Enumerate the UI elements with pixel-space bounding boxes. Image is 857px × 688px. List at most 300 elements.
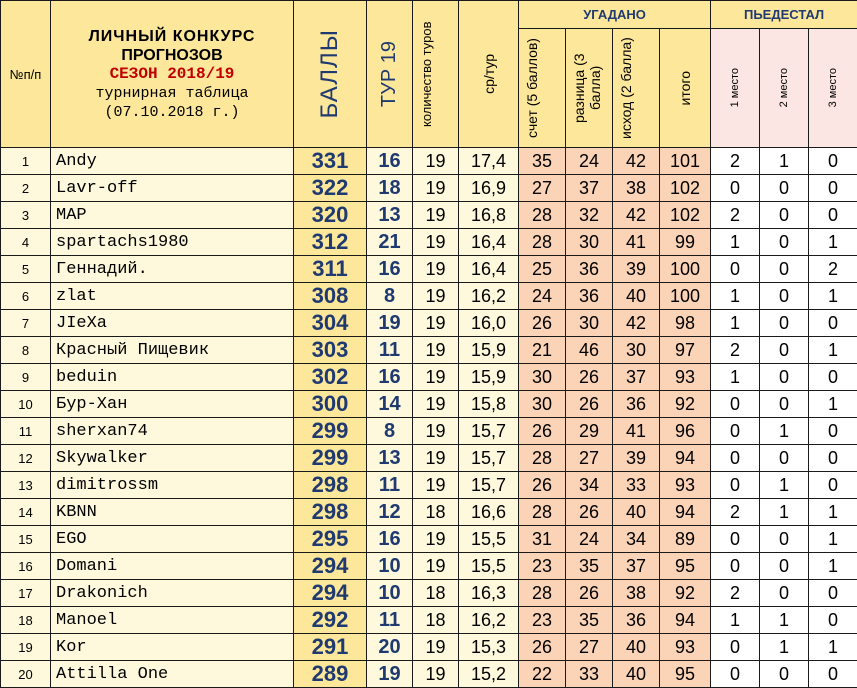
score-guessed-value: 26 xyxy=(519,310,566,337)
points-value: 289 xyxy=(294,661,367,688)
total-guessed-value: 93 xyxy=(660,472,711,499)
total-guessed-value: 102 xyxy=(660,202,711,229)
place1-value: 0 xyxy=(711,634,760,661)
points-value: 294 xyxy=(294,553,367,580)
score-guessed-value: 31 xyxy=(519,526,566,553)
tours-count-value: 19 xyxy=(413,472,459,499)
total-guessed-value: 89 xyxy=(660,526,711,553)
column-header-place3: 3 место xyxy=(809,29,857,148)
row-number: 14 xyxy=(1,499,51,526)
points-value: 311 xyxy=(294,256,367,283)
column-header-tour: ТУР 19 xyxy=(367,1,413,148)
avg-value: 15,9 xyxy=(459,364,519,391)
total-guessed-value: 96 xyxy=(660,418,711,445)
diff-guessed-value: 24 xyxy=(566,526,613,553)
points-value: 291 xyxy=(294,634,367,661)
participant-name: Domani xyxy=(51,553,294,580)
diff-guessed-value: 46 xyxy=(566,337,613,364)
tour-points-value: 18 xyxy=(367,175,413,202)
outcome-guessed-value: 38 xyxy=(613,580,660,607)
avg-value: 15,5 xyxy=(459,553,519,580)
participant-name: MAP xyxy=(51,202,294,229)
outcome-guessed-value: 41 xyxy=(613,418,660,445)
place1-value: 0 xyxy=(711,391,760,418)
tour-points-value: 13 xyxy=(367,202,413,229)
place1-value: 2 xyxy=(711,580,760,607)
row-number: 17 xyxy=(1,580,51,607)
points-value: 295 xyxy=(294,526,367,553)
tour-points-value: 16 xyxy=(367,256,413,283)
total-guessed-value: 94 xyxy=(660,607,711,634)
place1-value: 0 xyxy=(711,445,760,472)
column-group-guessed: УГАДАНО xyxy=(519,1,711,29)
place3-value: 0 xyxy=(809,607,857,634)
table-row xyxy=(1,499,857,526)
place2-value: 0 xyxy=(760,229,809,256)
column-header-points: БАЛЛЫ xyxy=(294,1,367,148)
tour-points-value: 8 xyxy=(367,283,413,310)
participant-name: EGO xyxy=(51,526,294,553)
avg-value: 16,6 xyxy=(459,499,519,526)
place1-value: 0 xyxy=(711,661,760,688)
avg-value: 16,9 xyxy=(459,175,519,202)
subtitle: турнирная таблица xyxy=(51,84,293,103)
points-value: 303 xyxy=(294,337,367,364)
place3-value: 1 xyxy=(809,283,857,310)
points-value: 302 xyxy=(294,364,367,391)
tour-points-value: 14 xyxy=(367,391,413,418)
place1-value: 2 xyxy=(711,337,760,364)
avg-value: 15,7 xyxy=(459,418,519,445)
diff-guessed-value: 36 xyxy=(566,283,613,310)
tours-count-value: 18 xyxy=(413,607,459,634)
place3-value: 1 xyxy=(809,499,857,526)
total-guessed-value: 100 xyxy=(660,256,711,283)
total-guessed-value: 93 xyxy=(660,364,711,391)
place2-value: 1 xyxy=(760,607,809,634)
place1-value: 2 xyxy=(711,499,760,526)
tour-points-value: 11 xyxy=(367,337,413,364)
column-header-diff: разница (3 балла) xyxy=(566,29,613,148)
place2-value: 0 xyxy=(760,580,809,607)
tour-points-value: 16 xyxy=(367,148,413,175)
outcome-guessed-value: 39 xyxy=(613,256,660,283)
place3-value: 1 xyxy=(809,526,857,553)
points-value: 304 xyxy=(294,310,367,337)
place2-value: 0 xyxy=(760,364,809,391)
outcome-guessed-value: 39 xyxy=(613,445,660,472)
place2-value: 0 xyxy=(760,256,809,283)
place1-value: 0 xyxy=(711,526,760,553)
row-number: 12 xyxy=(1,445,51,472)
score-guessed-value: 21 xyxy=(519,337,566,364)
place3-value: 0 xyxy=(809,364,857,391)
score-guessed-value: 26 xyxy=(519,418,566,445)
participant-name: Бур-Хан xyxy=(51,391,294,418)
score-guessed-value: 35 xyxy=(519,148,566,175)
avg-value: 16,0 xyxy=(459,310,519,337)
table-row xyxy=(1,175,857,202)
diff-guessed-value: 26 xyxy=(566,391,613,418)
place2-value: 0 xyxy=(760,175,809,202)
row-number: 6 xyxy=(1,283,51,310)
outcome-guessed-value: 41 xyxy=(613,229,660,256)
tours-count-value: 19 xyxy=(413,661,459,688)
outcome-guessed-value: 42 xyxy=(613,202,660,229)
participant-name: Drakonich xyxy=(51,580,294,607)
table-row xyxy=(1,364,857,391)
place3-value: 0 xyxy=(809,580,857,607)
row-number: 5 xyxy=(1,256,51,283)
table-row xyxy=(1,580,857,607)
place2-value: 1 xyxy=(760,148,809,175)
avg-value: 15,7 xyxy=(459,445,519,472)
outcome-guessed-value: 37 xyxy=(613,553,660,580)
diff-guessed-value: 29 xyxy=(566,418,613,445)
tours-count-value: 19 xyxy=(413,148,459,175)
tour-points-value: 11 xyxy=(367,607,413,634)
diff-guessed-value: 30 xyxy=(566,229,613,256)
table-row xyxy=(1,202,857,229)
participant-name: Lavr-off xyxy=(51,175,294,202)
date-label: (07.10.2018 г.) xyxy=(51,103,293,122)
points-value: 308 xyxy=(294,283,367,310)
points-value: 322 xyxy=(294,175,367,202)
row-number: 11 xyxy=(1,418,51,445)
total-guessed-value: 95 xyxy=(660,661,711,688)
place1-value: 2 xyxy=(711,202,760,229)
tours-count-value: 19 xyxy=(413,364,459,391)
points-value: 299 xyxy=(294,418,367,445)
outcome-guessed-value: 36 xyxy=(613,607,660,634)
place3-value: 0 xyxy=(809,472,857,499)
place3-value: 1 xyxy=(809,229,857,256)
table-row xyxy=(1,661,857,688)
tour-points-value: 16 xyxy=(367,364,413,391)
score-guessed-value: 25 xyxy=(519,256,566,283)
place3-value: 2 xyxy=(809,256,857,283)
avg-value: 16,2 xyxy=(459,607,519,634)
score-guessed-value: 28 xyxy=(519,499,566,526)
avg-value: 15,2 xyxy=(459,661,519,688)
tour-points-value: 10 xyxy=(367,580,413,607)
row-number: 3 xyxy=(1,202,51,229)
outcome-guessed-value: 40 xyxy=(613,283,660,310)
participant-name: zlat xyxy=(51,283,294,310)
points-value: 298 xyxy=(294,499,367,526)
place1-value: 1 xyxy=(711,607,760,634)
table-row xyxy=(1,526,857,553)
place2-value: 0 xyxy=(760,337,809,364)
total-guessed-value: 94 xyxy=(660,445,711,472)
row-number: 20 xyxy=(1,661,51,688)
score-guessed-value: 26 xyxy=(519,634,566,661)
place3-value: 0 xyxy=(809,418,857,445)
tours-count-value: 18 xyxy=(413,580,459,607)
row-number: 16 xyxy=(1,553,51,580)
score-guessed-value: 30 xyxy=(519,391,566,418)
place2-value: 0 xyxy=(760,283,809,310)
score-guessed-value: 23 xyxy=(519,607,566,634)
table-row xyxy=(1,229,857,256)
avg-value: 15,9 xyxy=(459,337,519,364)
score-guessed-value: 30 xyxy=(519,364,566,391)
tours-count-value: 19 xyxy=(413,256,459,283)
row-number: 15 xyxy=(1,526,51,553)
outcome-guessed-value: 40 xyxy=(613,661,660,688)
row-number: 4 xyxy=(1,229,51,256)
avg-value: 15,7 xyxy=(459,472,519,499)
tours-count-value: 19 xyxy=(413,418,459,445)
table-row xyxy=(1,148,857,175)
outcome-guessed-value: 38 xyxy=(613,175,660,202)
tours-count-value: 19 xyxy=(413,634,459,661)
participant-name: Manoel xyxy=(51,607,294,634)
outcome-guessed-value: 36 xyxy=(613,391,660,418)
place3-value: 1 xyxy=(809,391,857,418)
table-row xyxy=(1,445,857,472)
place2-value: 0 xyxy=(760,202,809,229)
title-line1: ЛИЧНЫЙ КОНКУРС xyxy=(51,27,293,46)
place2-value: 0 xyxy=(760,661,809,688)
tour-points-value: 10 xyxy=(367,553,413,580)
place3-value: 0 xyxy=(809,148,857,175)
column-header-avg: ср/тур xyxy=(459,1,519,148)
place1-value: 0 xyxy=(711,256,760,283)
outcome-guessed-value: 40 xyxy=(613,634,660,661)
diff-guessed-value: 26 xyxy=(566,364,613,391)
place1-value: 0 xyxy=(711,418,760,445)
place2-value: 1 xyxy=(760,472,809,499)
place3-value: 0 xyxy=(809,202,857,229)
outcome-guessed-value: 40 xyxy=(613,499,660,526)
tours-count-value: 19 xyxy=(413,526,459,553)
avg-value: 15,8 xyxy=(459,391,519,418)
diff-guessed-value: 36 xyxy=(566,256,613,283)
tour-points-value: 13 xyxy=(367,445,413,472)
participant-name: KBNN xyxy=(51,499,294,526)
season-label: СЕЗОН 2018/19 xyxy=(51,65,293,84)
outcome-guessed-value: 33 xyxy=(613,472,660,499)
row-number: 13 xyxy=(1,472,51,499)
column-header-total: итого xyxy=(660,29,711,148)
score-guessed-value: 24 xyxy=(519,283,566,310)
tour-points-value: 19 xyxy=(367,661,413,688)
total-guessed-value: 95 xyxy=(660,553,711,580)
total-guessed-value: 94 xyxy=(660,499,711,526)
tours-count-value: 19 xyxy=(413,229,459,256)
outcome-guessed-value: 42 xyxy=(613,148,660,175)
points-value: 331 xyxy=(294,148,367,175)
place2-value: 0 xyxy=(760,553,809,580)
place2-value: 0 xyxy=(760,391,809,418)
avg-value: 16,4 xyxy=(459,229,519,256)
avg-value: 15,3 xyxy=(459,634,519,661)
diff-guessed-value: 34 xyxy=(566,472,613,499)
outcome-guessed-value: 30 xyxy=(613,337,660,364)
diff-guessed-value: 24 xyxy=(566,148,613,175)
table-row xyxy=(1,283,857,310)
tours-count-value: 19 xyxy=(413,337,459,364)
score-guessed-value: 28 xyxy=(519,229,566,256)
score-guessed-value: 27 xyxy=(519,175,566,202)
tour-points-value: 16 xyxy=(367,526,413,553)
outcome-guessed-value: 34 xyxy=(613,526,660,553)
place1-value: 0 xyxy=(711,472,760,499)
participant-name: Красный Пищевик xyxy=(51,337,294,364)
diff-guessed-value: 35 xyxy=(566,553,613,580)
avg-value: 16,2 xyxy=(459,283,519,310)
tour-points-value: 11 xyxy=(367,472,413,499)
points-value: 320 xyxy=(294,202,367,229)
participant-name: sherxan74 xyxy=(51,418,294,445)
tours-count-value: 19 xyxy=(413,175,459,202)
row-number: 7 xyxy=(1,310,51,337)
outcome-guessed-value: 42 xyxy=(613,310,660,337)
tour-points-value: 20 xyxy=(367,634,413,661)
avg-value: 17,4 xyxy=(459,148,519,175)
row-number: 9 xyxy=(1,364,51,391)
place3-value: 0 xyxy=(809,175,857,202)
place2-value: 1 xyxy=(760,418,809,445)
diff-guessed-value: 26 xyxy=(566,580,613,607)
place1-value: 0 xyxy=(711,553,760,580)
standings-body xyxy=(1,148,857,688)
place1-value: 0 xyxy=(711,175,760,202)
table-row xyxy=(1,337,857,364)
participant-name: Геннадий. xyxy=(51,256,294,283)
place1-value: 1 xyxy=(711,364,760,391)
participant-name: beduin xyxy=(51,364,294,391)
tours-count-value: 19 xyxy=(413,283,459,310)
place3-value: 0 xyxy=(809,661,857,688)
table-row xyxy=(1,607,857,634)
avg-value: 16,8 xyxy=(459,202,519,229)
column-header-number: №п/п xyxy=(1,1,51,148)
tours-count-value: 19 xyxy=(413,445,459,472)
diff-guessed-value: 27 xyxy=(566,634,613,661)
row-number: 10 xyxy=(1,391,51,418)
column-header-outcome: исход (2 балла) xyxy=(613,29,660,148)
total-guessed-value: 92 xyxy=(660,580,711,607)
table-row xyxy=(1,256,857,283)
table-row xyxy=(1,472,857,499)
place1-value: 1 xyxy=(711,310,760,337)
column-header-tours-count: количество туров xyxy=(413,1,459,148)
participant-name: dimitrossm xyxy=(51,472,294,499)
tours-count-value: 19 xyxy=(413,391,459,418)
score-guessed-value: 26 xyxy=(519,472,566,499)
points-value: 298 xyxy=(294,472,367,499)
score-guessed-value: 23 xyxy=(519,553,566,580)
points-value: 292 xyxy=(294,607,367,634)
tour-points-value: 12 xyxy=(367,499,413,526)
points-value: 294 xyxy=(294,580,367,607)
table-row xyxy=(1,418,857,445)
diff-guessed-value: 37 xyxy=(566,175,613,202)
points-value: 299 xyxy=(294,445,367,472)
score-guessed-value: 28 xyxy=(519,202,566,229)
place3-value: 1 xyxy=(809,553,857,580)
place1-value: 2 xyxy=(711,148,760,175)
diff-guessed-value: 32 xyxy=(566,202,613,229)
score-guessed-value: 28 xyxy=(519,580,566,607)
place1-value: 1 xyxy=(711,229,760,256)
participant-name: spartachs1980 xyxy=(51,229,294,256)
points-value: 312 xyxy=(294,229,367,256)
tour-points-value: 19 xyxy=(367,310,413,337)
row-number: 8 xyxy=(1,337,51,364)
tours-count-value: 19 xyxy=(413,202,459,229)
table-row xyxy=(1,553,857,580)
avg-value: 16,3 xyxy=(459,580,519,607)
diff-guessed-value: 30 xyxy=(566,310,613,337)
total-guessed-value: 100 xyxy=(660,283,711,310)
avg-value: 15,5 xyxy=(459,526,519,553)
column-header-place2: 2 место xyxy=(760,29,809,148)
diff-guessed-value: 35 xyxy=(566,607,613,634)
column-group-podium: ПЬЕДЕСТАЛ xyxy=(711,1,857,29)
tour-points-value: 21 xyxy=(367,229,413,256)
row-number: 18 xyxy=(1,607,51,634)
place2-value: 0 xyxy=(760,445,809,472)
points-value: 300 xyxy=(294,391,367,418)
place2-value: 0 xyxy=(760,310,809,337)
place2-value: 0 xyxy=(760,526,809,553)
participant-name: Attilla One xyxy=(51,661,294,688)
row-number: 19 xyxy=(1,634,51,661)
table-row xyxy=(1,634,857,661)
row-number: 1 xyxy=(1,148,51,175)
total-guessed-value: 93 xyxy=(660,634,711,661)
place2-value: 1 xyxy=(760,634,809,661)
place3-value: 1 xyxy=(809,337,857,364)
place3-value: 0 xyxy=(809,445,857,472)
participant-name: Kor xyxy=(51,634,294,661)
participant-name: JIeXa xyxy=(51,310,294,337)
place1-value: 1 xyxy=(711,283,760,310)
place3-value: 0 xyxy=(809,310,857,337)
column-header-place1: 1 место xyxy=(711,29,760,148)
outcome-guessed-value: 37 xyxy=(613,364,660,391)
table-row xyxy=(1,391,857,418)
diff-guessed-value: 27 xyxy=(566,445,613,472)
place2-value: 1 xyxy=(760,499,809,526)
title-line2: ПРОГНОЗОВ xyxy=(51,46,293,65)
score-guessed-value: 22 xyxy=(519,661,566,688)
diff-guessed-value: 33 xyxy=(566,661,613,688)
total-guessed-value: 98 xyxy=(660,310,711,337)
row-number: 2 xyxy=(1,175,51,202)
participant-name: Skywalker xyxy=(51,445,294,472)
place3-value: 1 xyxy=(809,634,857,661)
table-row xyxy=(1,310,857,337)
total-guessed-value: 99 xyxy=(660,229,711,256)
total-guessed-value: 102 xyxy=(660,175,711,202)
tours-count-value: 18 xyxy=(413,499,459,526)
title-block xyxy=(51,1,294,148)
column-header-score: счет (5 баллов) xyxy=(519,29,566,148)
total-guessed-value: 92 xyxy=(660,391,711,418)
diff-guessed-value: 26 xyxy=(566,499,613,526)
tours-count-value: 19 xyxy=(413,310,459,337)
score-guessed-value: 28 xyxy=(519,445,566,472)
avg-value: 16,4 xyxy=(459,256,519,283)
total-guessed-value: 101 xyxy=(660,148,711,175)
total-guessed-value: 97 xyxy=(660,337,711,364)
tour-points-value: 8 xyxy=(367,418,413,445)
participant-name: Andy xyxy=(51,148,294,175)
